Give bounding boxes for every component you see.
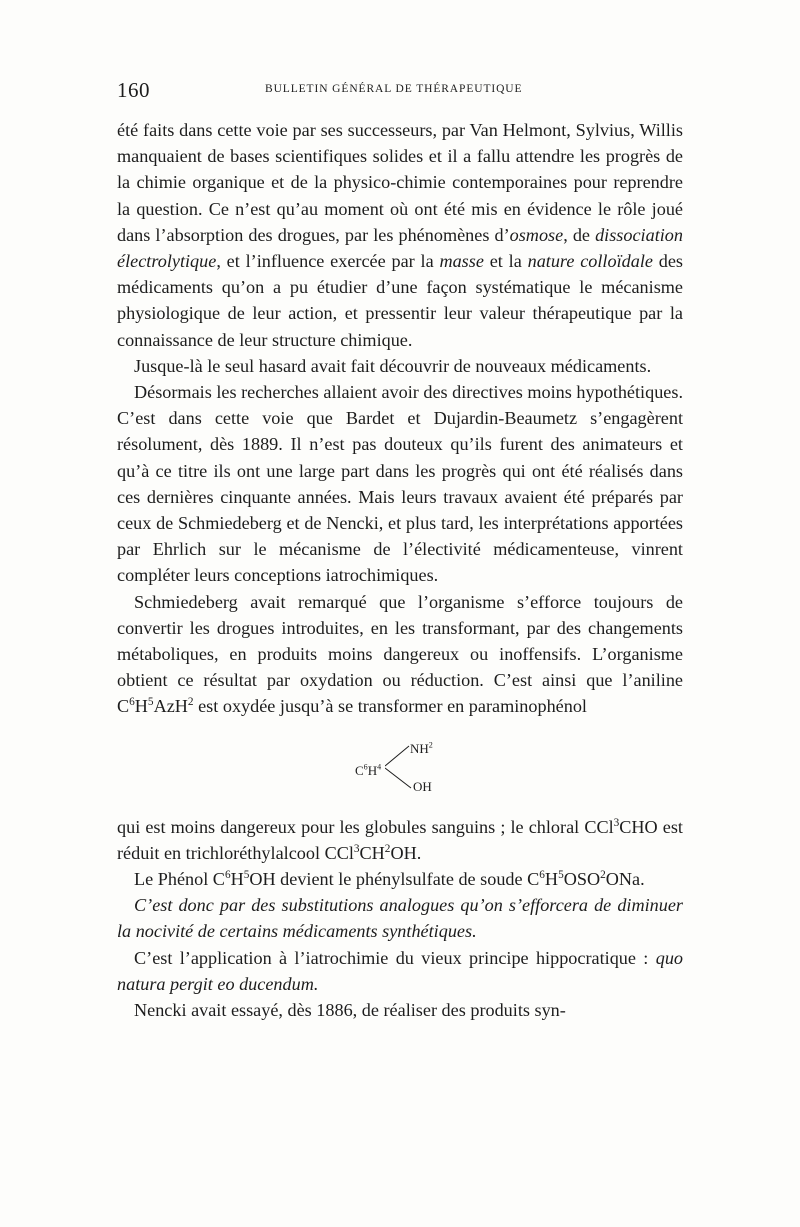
text-run: , de (563, 224, 596, 245)
subscript-digit: 2 (384, 842, 391, 855)
subscript-digit: 2 (187, 696, 194, 709)
subscript-digit: 5 (243, 869, 250, 882)
subscript-digit: 6 (224, 869, 231, 882)
formula-core (355, 758, 381, 784)
formula-atom: C (355, 762, 364, 778)
paragraph-9: Nencki avait essayé, dès 1886, de réaliser des produits syn- (134, 1000, 566, 1021)
page-header (117, 78, 683, 102)
formula-atom: H (367, 762, 378, 778)
paragraph-8 (117, 945, 683, 997)
text-run: H (134, 696, 148, 717)
text-run: H (230, 869, 244, 890)
italic-term-masse: masse (439, 251, 484, 272)
subscript-digit: 2 (600, 869, 606, 882)
text-run: été faits dans cette voie par ses successeurs, par Van Helmont, Sylvius, Willis manquaient de bases scientifiques solides et il a fallu attendre les progrès de la chimie organique et de la physico-chimie contemporaines pour reprendre la question. Ce n’est qu’au moment où ont été mis en évidence le rôle joué dans l’absorption des drogues, par les phénomènes d’ (117, 120, 683, 245)
formula-amine-group (410, 736, 433, 762)
italic-term-osmose: osmose (509, 224, 564, 245)
chemical-formula-paraminophenol (117, 736, 683, 796)
text-run: AzH (153, 696, 188, 717)
formula-index: 2 (428, 740, 433, 750)
italic-sentence: C’est donc par des substitutions analogues qu’on s’efforcera de diminuer la nocivité de certains médicaments synthétiques. (117, 895, 683, 942)
body-text (117, 117, 683, 1023)
latin-quotation: quo natura pergit eo ducendum. (117, 947, 683, 994)
text-run: H (544, 869, 559, 890)
subscript-digit: 5 (558, 869, 564, 882)
subscript-digit: 5 (147, 696, 154, 709)
italic-term-dissociation: dissociation électrolytique (117, 224, 683, 272)
text-run: Schmiedeberg avait remarqué que l’organisme s’efforce toujours de convertir les drogues introduites, en les transformant, par des changements métaboliques, en produits moins dangereux ou inoffensifs. L’organisme obtient ce résultat par oxydation ou réduction. C’est ainsi que l’aniline C (117, 591, 683, 717)
text-run: , et l’influence exercée par la (216, 251, 440, 272)
subscript-digit: 6 (129, 696, 135, 709)
paragraph-4 (117, 589, 683, 720)
text-run: est oxydée jusqu’à se transformer en paraminophénol (193, 696, 587, 717)
subscript-digit: 3 (353, 842, 360, 855)
text-run: OH. (390, 842, 422, 863)
paragraph-6 (117, 866, 683, 892)
page-number: 160 (117, 78, 150, 102)
formula-index: 6 (363, 762, 368, 772)
text-run: et la (483, 251, 528, 272)
italic-term-nature-colloidale: nature colloïdale (527, 251, 653, 272)
subscript-digit: 3 (613, 816, 620, 829)
running-title: BULLETIN GÉNÉRAL DE THÉRAPEUTIQUE (265, 83, 523, 95)
text-run: CH (359, 842, 385, 863)
text-run: OSO (563, 869, 601, 890)
text-run: des médicaments qu’on a pu étudier d’une façon systématique le mécanisme physiologique de leur action, et pressentir leur valeur thérapeutique par la connaissance de leur structure chimique. (117, 251, 684, 350)
paragraph-3: Désormais les recherches allaient avoir des directives moins hypothétiques. C’est dans cette voie que Bardet et Dujardin-Beaumetz s’engagèrent résolument, dès 1889. Il n’est pas douteux qu’ils furent des animateurs et qu’à ce titre ils ont une large part dans les progrès qui ont été réalisés dans ces dernières cinquante années. Mais leurs travaux avaient été préparés par ceux de Schmiedeberg et de Nencki, et plus tard, les interprétations apportées par Ehrlich sur le mécanisme de l’électivité médicamenteuse, vinrent compléter leurs conceptions iatrochimiques. (117, 382, 683, 586)
formula-hydroxyl-group: OH (413, 778, 432, 794)
text-run: CHO est réduit en trichloréthylalcool CCl (117, 816, 683, 863)
formula-atom: NH (410, 740, 429, 756)
paragraph-1 (117, 117, 683, 353)
formula-bond-lines (385, 744, 413, 792)
text-run: ONa. (605, 869, 645, 890)
text-run: Le Phénol C (134, 869, 225, 890)
text-run: qui est moins dangereux pour les globules sanguins ; le chloral CCl (117, 816, 614, 837)
paragraph-2: Jusque-là le seul hasard avait fait découvrir de nouveaux médicaments. (134, 355, 652, 376)
text-run: OH devient le phénylsulfate de soude C (249, 869, 540, 890)
formula-index: 4 (377, 762, 382, 772)
text-run: C’est l’application à l’iatrochimie du vieux principe hippocratique : (134, 947, 656, 968)
paragraph-5 (117, 814, 683, 866)
paragraph-7-italic (117, 892, 683, 944)
subscript-digit: 6 (539, 869, 545, 882)
